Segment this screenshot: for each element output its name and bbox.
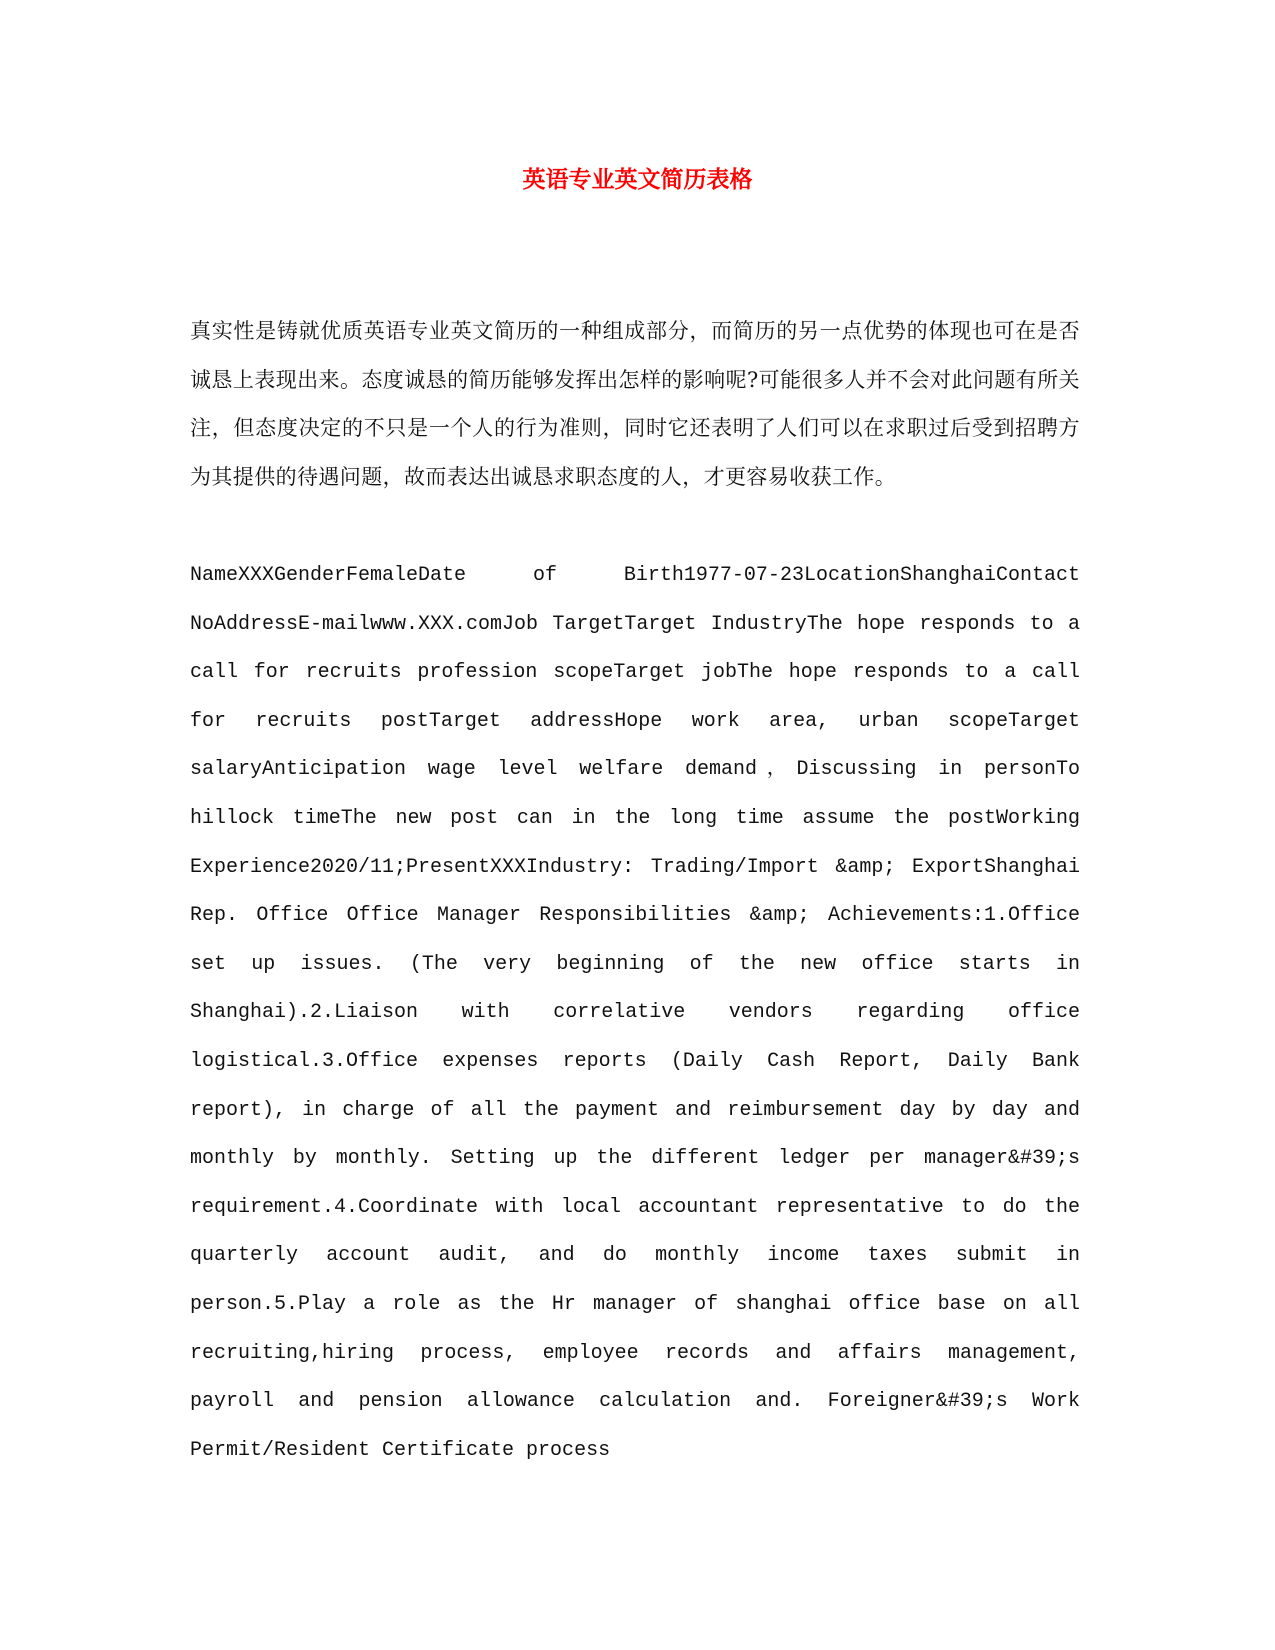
document-title: 英语专业英文简历表格 — [522, 166, 753, 193]
resume-body-text: NameXXXGenderFemaleDate of Birth1977-07-23LocationShanghaiContact NoAddressE-mailwww.XXX.comJob TargetTarget IndustryThe hope responds to a call for recruits profession scopeTarget jobThe hope responds to a call for recruits postTarget addressHope work area, urban scopeTarget salaryAnticipation wage level welfare demand，Discussing in personTo hillock timeThe new post can in the long time assume the postWorking Experience2020/11;PresentXXXIndustry: Trading/Import &amp; ExportShanghai Rep. Office Office Manager Responsibilities &amp; Achievements:1.Office set up issues. (The very beginning of the new office starts in Shanghai).2.Liaison with correlative vendors regarding office logistical.3.Office expenses reports (Daily Cash Report, Daily Bank report), in charge of all the payment and reimbursement day by day and monthly by monthly. Setting up the different ledger per manager&#39;s requirement.4.Coordinate with local accountant representative to do the quarterly account audit, and do monthly income taxes submit in person.5.Play a role as the Hr manager of shanghai office base on all recruiting,hiring process, employee records and affairs management, payroll and pension allowance calculation and. Foreigner&#39;s Work Permit/Resident Certificate process — [190, 564, 1080, 1462]
intro-paragraph: 真实性是铸就优质英语专业英文简历的一种组成部分，而简历的另一点优势的体现也可在是否诚恳上表现出来。态度诚恳的简历能够发挥出怎样的影响呢?可能很多人并不会对此问题有所关注，但态度决定的不只是一个人的行为准则，同时它还表明了人们可以在求职过后受到招聘方为其提供的待遇问题，故而表达出诚恳求职态度的人，才更容易收获工作。 — [190, 319, 1080, 489]
